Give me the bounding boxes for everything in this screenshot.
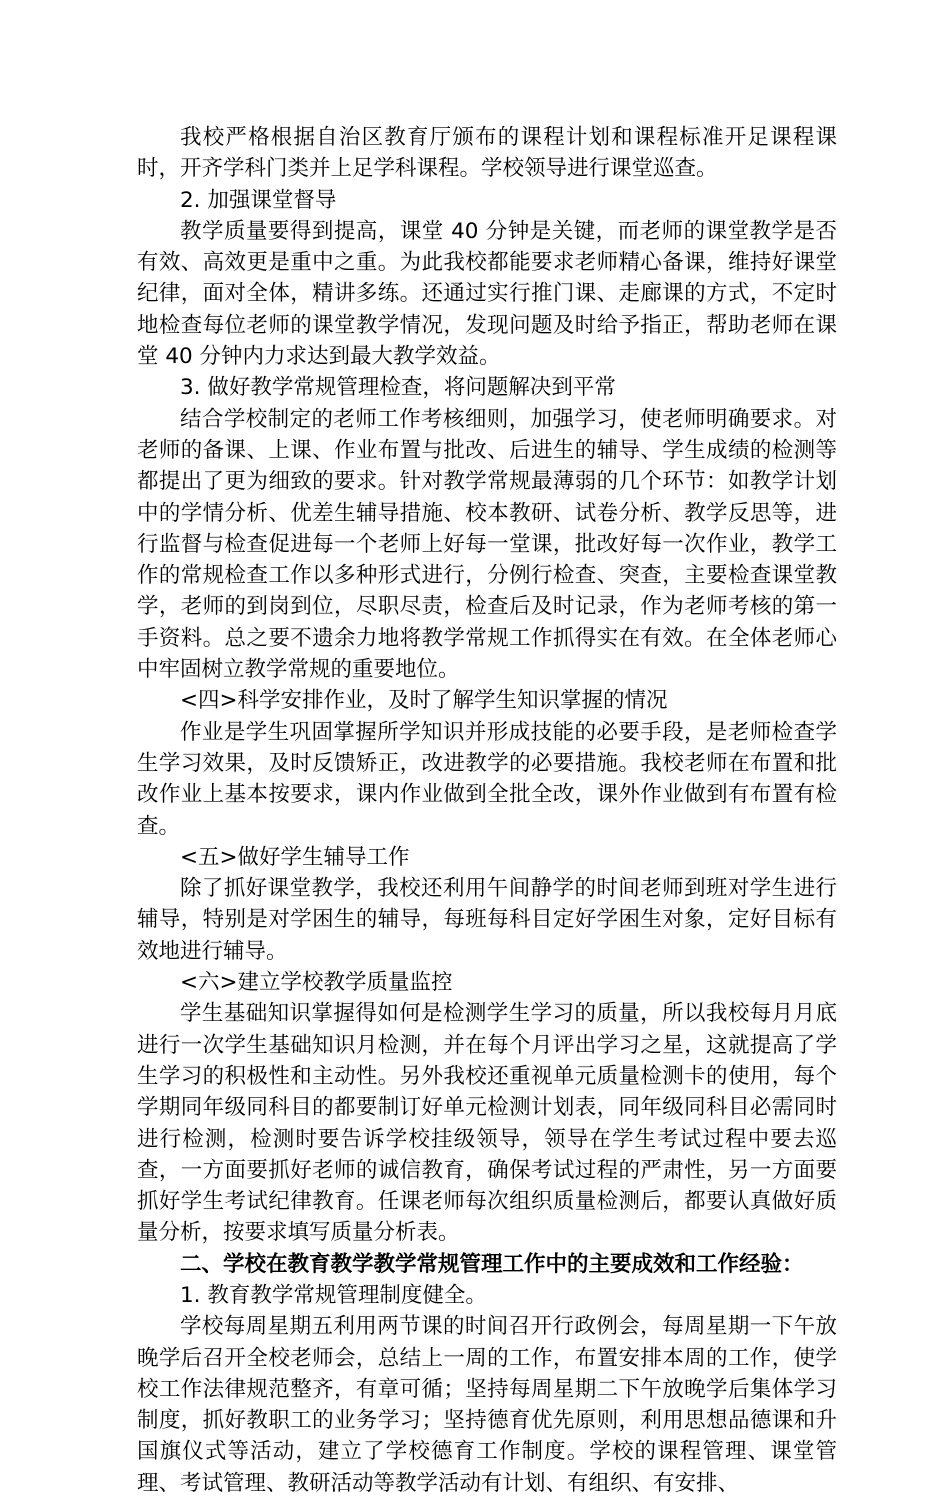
paragraph-quality-monitoring: 学生基础知识掌握得如何是检测学生学习的质量，所以我校每月月底进行一次学生基础知识月检测，并在每个月评出学习之星，这就提高了学生学习的积极性和主动性。另外我校还重视单元质量检测卡的使用，每个学期同年级同科目的都要制订好单元检测计划表，同年级同科目必需同时进行检测，检测时要告诉学校挂级领导，领导在学生考试过程中要去巡查，一方面要抓好老师的诚信教育，确保考试过程的严肃性，另一方面要抓好学生考试纪律教育。任课老师每次组织质量检测后，都要认真做好质量分析，按要求填写质量分析表。 xyxy=(137,1001,837,1246)
paragraph-management-system: 学校每周星期五利用两节课的时间召开行政例会，每周星期一下午放晚学后召开全校老师会，总结上一周的工作，布置安排本周的工作，使学校工作法律规范整齐，有章可循；坚持每周星期二下午放晚学后集体学习制度，抓好教职工的业务学习；坚持德育优先原则，利用思想品德课和升国旗仪式等活动，建立了学校德育工作制度。学校的课程管理、课堂管理、考试管理、教研活动等教学活动有计划、有组织、有安排、 xyxy=(137,1314,837,1496)
paragraph-routine-inspection: 结合学校制定的老师工作考核细则，加强学习，使老师明确要求。对老师的备课、上课、作业布置与批改、后进生的辅导、学生成绩的检测等都提出了更为细致的要求。针对教学常规最薄弱的几个环节：如教学计划中的学情分析、优差生辅导措施、校本教研、试卷分析、教学反思等，进行监督与检查促进每一个老师上好每一堂课，批改好每一次作业，教学工作的常规检查工作以多种形式进行，分例行检查、突查，主要检查课堂教学，老师的到岗到位，尽职尽责，检查后及时记录，作为老师考核的第一手资料。总之要不遗余力地将教学常规工作抓得实在有效。在全体老师心中牢固树立教学常规的重要地位。 xyxy=(137,406,837,683)
paragraph-homework: 作业是学生巩固掌握所学知识并形成技能的必要手段，是老师检查学生学习效果，及时反馈矫正，改进教学的必要措施。我校老师在布置和批改作业上基本按要求，课内作业做到全批全改，课外作业做到有布置有检查。 xyxy=(137,719,837,839)
document-page xyxy=(137,122,837,1499)
subheading-management-system: 1. 教育教学常规管理制度健全。 xyxy=(180,1282,487,1308)
section-heading-achievements: 二、学校在教育教学教学常规管理工作中的主要成效和工作经验： xyxy=(180,1251,804,1277)
paragraph-curriculum: 我校严格根据自治区教育厅颁布的课程计划和课程标准开足课程课时，开齐学科门类并上足学科课程。学校领导进行课堂巡查。 xyxy=(137,125,837,182)
subheading-tutoring: <五>做好学生辅导工作 xyxy=(180,844,410,870)
subheading-routine-inspection: 3. 做好教学常规管理检查，将问题解决到平常 xyxy=(180,375,616,401)
paragraph-classroom-supervision: 教学质量要得到提高，课堂 40 分钟是关键，而老师的课堂教学是否有效、高效更是重中之重。为此我校都能要求老师精心备课，维持好课堂纪律，面对全体，精讲多练。还通过实行推门课、走廊课的方式，不定时地检查每位老师的课堂教学情况，发现问题及时给予指正，帮助老师在课堂 40 分钟内力求达到最大教学效益。 xyxy=(137,218,837,370)
paragraph-tutoring: 除了抓好课堂教学，我校还利用午间静学的时间老师到班对学生进行辅导，特别是对学困生的辅导，每班每科目定好学困生对象，定好目标有效地进行辅导。 xyxy=(137,876,837,964)
subheading-homework: <四>科学安排作业，及时了解学生知识掌握的情况 xyxy=(180,688,668,714)
subheading-quality-monitoring: <六>建立学校教学质量监控 xyxy=(180,970,453,996)
subheading-classroom-supervision: 2. 加强课堂督导 xyxy=(180,187,337,213)
